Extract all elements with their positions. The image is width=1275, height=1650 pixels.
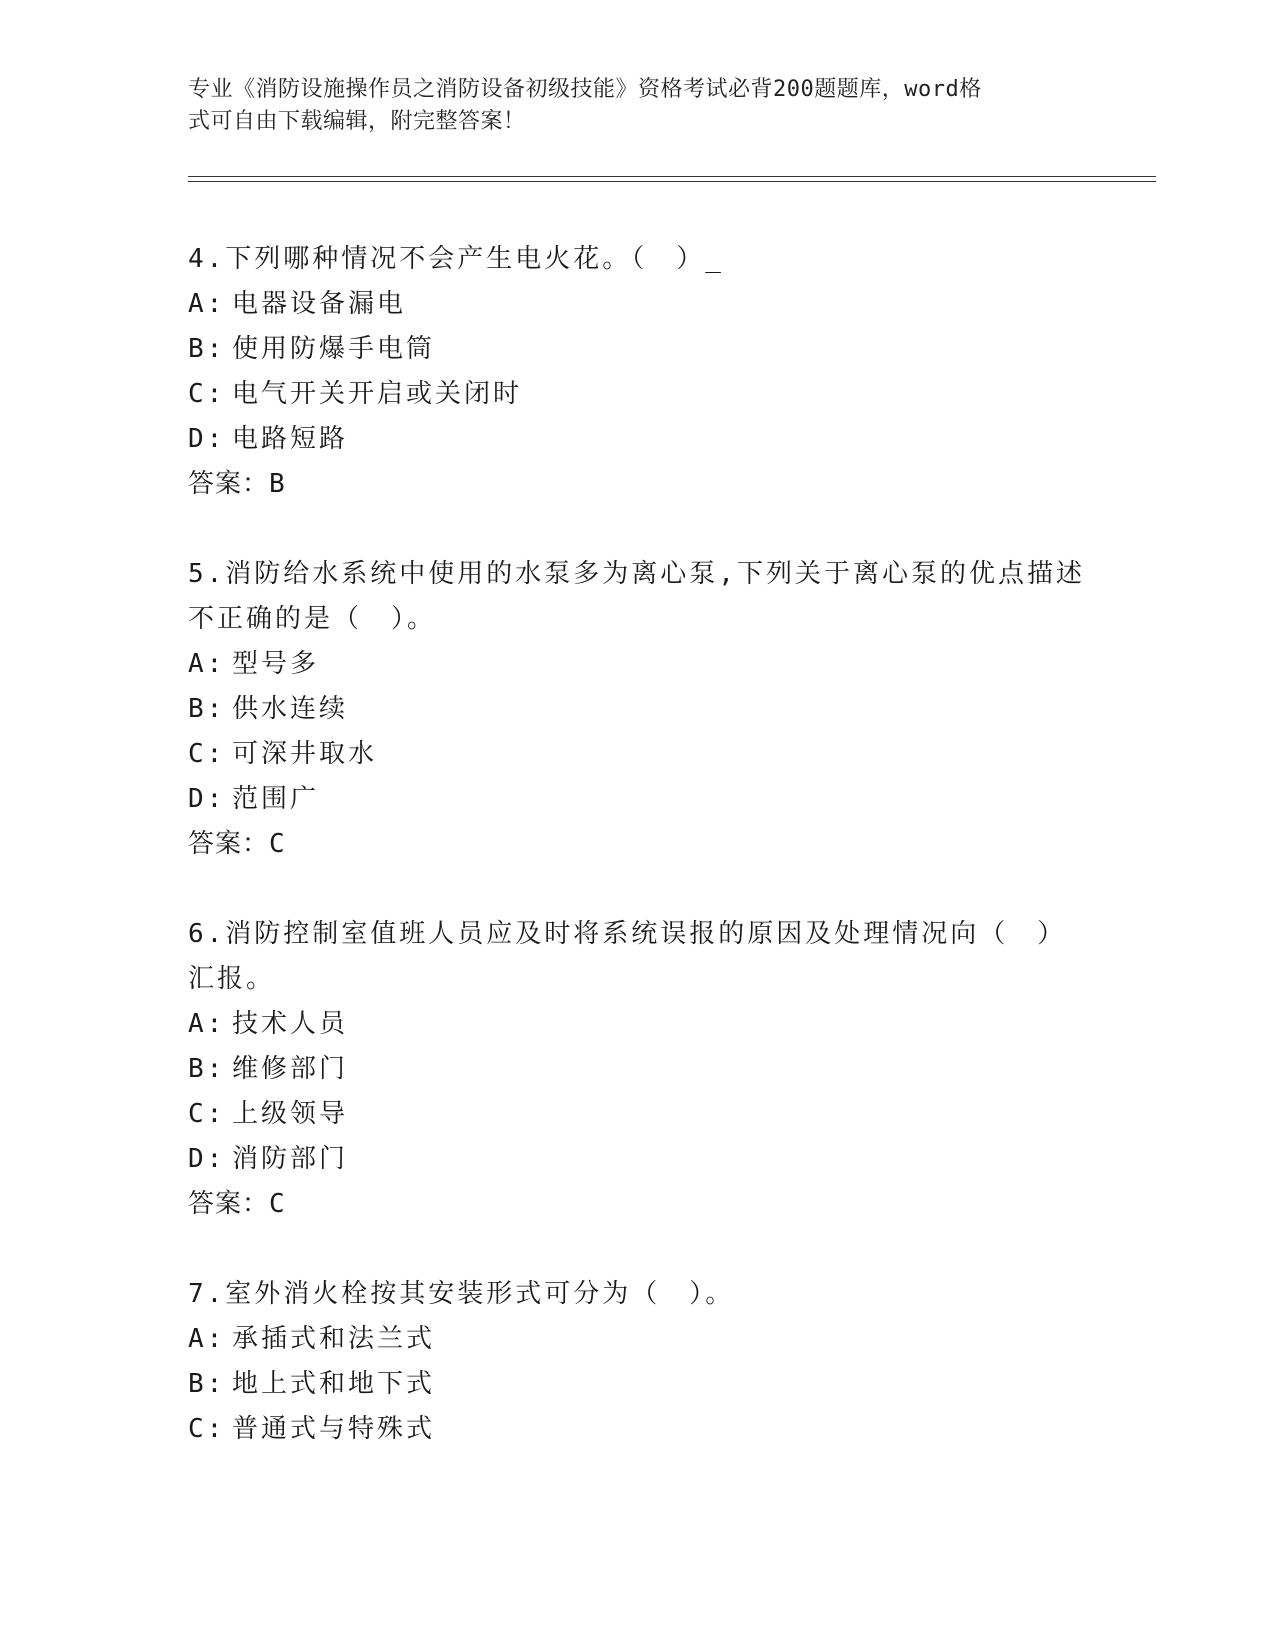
question-6 (188, 912, 1088, 1227)
option-text: 使用防爆手电筒 (232, 334, 436, 364)
option-text: 范围广 (232, 784, 320, 814)
option-label: A: (188, 289, 226, 319)
option-a (188, 282, 1088, 327)
option-label: B: (188, 1054, 226, 1084)
option-label: C: (188, 1414, 226, 1444)
option-c (188, 732, 1088, 777)
answer-text: 答案：B (188, 469, 286, 499)
option-label: B: (188, 1369, 226, 1399)
question-7 (188, 1272, 1088, 1452)
option-text: 型号多 (232, 649, 320, 679)
option-a (188, 1002, 1088, 1047)
option-text: 普通式与特殊式 (232, 1414, 436, 1444)
option-text: 承插式和法兰式 (232, 1324, 436, 1354)
option-b (188, 1047, 1088, 1092)
option-a (188, 1317, 1088, 1362)
option-text: 维修部门 (232, 1054, 349, 1084)
document-header (188, 74, 1068, 138)
option-b (188, 687, 1088, 732)
header-divider-bottom (188, 181, 1156, 182)
option-label: D: (188, 424, 226, 454)
option-text: 地上式和地下式 (232, 1369, 436, 1399)
question-stem: 4.下列哪种情况不会产生电火花。（ ）_ (188, 244, 724, 274)
option-text: 可深井取水 (232, 739, 378, 769)
option-label: A: (188, 649, 226, 679)
option-label: D: (188, 1144, 226, 1174)
question-stem: 5.消防给水系统中使用的水泵多为离心泵,下列关于离心泵的优点描述 (188, 559, 1085, 589)
answer-text: 答案：C (188, 1189, 286, 1219)
option-text: 电气开关开启或关闭时 (232, 379, 523, 409)
option-label: D: (188, 784, 226, 814)
option-text: 电器设备漏电 (232, 289, 407, 319)
question-list (188, 237, 1088, 1497)
option-c (188, 1092, 1088, 1137)
question-stem: 7.室外消火栓按其安装形式可分为（ ）。 (188, 1279, 735, 1309)
question-stem: 6.消防控制室值班人员应及时将系统误报的原因及处理情况向（ ） (188, 919, 1067, 949)
header-line-2: 式可自由下载编辑，附完整答案！ (188, 109, 526, 134)
option-d (188, 417, 1088, 462)
option-text: 消防部门 (232, 1144, 349, 1174)
option-text: 电路短路 (232, 424, 349, 454)
question-stem-continued: 汇报。 (188, 964, 276, 994)
option-label: C: (188, 379, 226, 409)
option-d (188, 777, 1088, 822)
option-b (188, 327, 1088, 372)
option-c (188, 1407, 1088, 1452)
option-label: B: (188, 694, 226, 724)
question-4 (188, 237, 1088, 507)
option-c (188, 372, 1088, 417)
option-a (188, 642, 1088, 687)
answer-text: 答案：C (188, 829, 286, 859)
option-label: A: (188, 1009, 226, 1039)
option-text: 供水连续 (232, 694, 349, 724)
option-label: A: (188, 1324, 226, 1354)
option-label: B: (188, 334, 226, 364)
option-text: 上级领导 (232, 1099, 349, 1129)
question-stem-continued: 不正确的是（ ）。 (188, 604, 437, 634)
header-divider-top (188, 176, 1156, 177)
option-text: 技术人员 (232, 1009, 349, 1039)
option-label: C: (188, 1099, 226, 1129)
header-line-1: 专业《消防设施操作员之消防设备初级技能》资格考试必背200题题库，word格 (188, 77, 982, 102)
option-b (188, 1362, 1088, 1407)
option-label: C: (188, 739, 226, 769)
option-d (188, 1137, 1088, 1182)
question-5 (188, 552, 1088, 867)
